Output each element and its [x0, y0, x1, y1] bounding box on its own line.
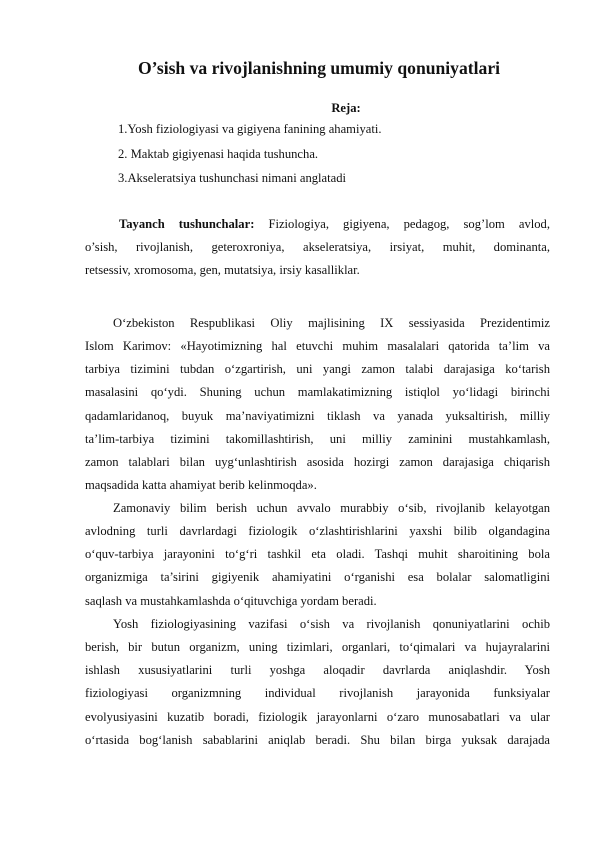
key-concepts-paragraph	[85, 213, 550, 282]
paragraph-line: tarbiya tizimini tubdan o‘zgartirish, uni yangi zamon talabi darajasiga ko‘tarish	[85, 362, 550, 377]
paragraph-line: masalasini qo‘ydi. Shuning uchun mamlakatimizning istiqlol yo‘lidagi birinchi	[85, 385, 550, 400]
key-concepts-label: Tayanch tushunchalar:	[119, 217, 255, 231]
paragraph-line: organizmiga ta’sirini gigiyenik ahamiyatini o‘rganishi esa bolalar salomatligini	[85, 570, 550, 585]
plan-item: 2. Maktab gigiyenasi haqida tushuncha.	[118, 147, 319, 161]
paragraph-line: Islom Karimov: «Hayotimizning hal etuvchi muhim masalalari qatorida ta’lim va	[85, 339, 550, 354]
paragraph-line: avlodning turli davrlardagi fiziologik o‘zlashtirishlarini yaxshi bilib olgandagina	[85, 524, 550, 539]
paragraph-line: qadamlaridanoq, buyuk ma’naviyatimizni tiklash va yanada yuksaltirish, milliy	[85, 408, 550, 423]
paragraph-3	[85, 613, 550, 752]
key-concepts-line	[85, 213, 550, 236]
paragraph-1	[85, 312, 550, 497]
paragraph-line: Yosh fiziologiyasining vazifasi o‘sish va rivojlanish qonuniyatlarini ochib	[113, 617, 550, 631]
key-concepts-line: o’sish, rivojlanish, geteroxroniya, akseleratsiya, irsiyat, muhit, dominanta,	[85, 240, 550, 255]
paragraph-line: berish, bir butun organizm, uning tizimlari, organlari, to‘qimalari va hujayralarini	[85, 640, 550, 655]
plan-heading: Reja:	[331, 101, 361, 115]
document-title: O’sish va rivojlanishning umumiy qonuniyatlari	[137, 58, 501, 78]
paragraph-line: fiziologiyasi organizmning individual rivojlanish jarayonida funksiyalar	[85, 686, 550, 701]
paragraph-line: o‘quv-tarbiya jarayonini to‘g‘ri tashkil eta oladi. Tashqi muhit sharoitining bola	[85, 547, 550, 562]
paragraph-2	[85, 497, 550, 613]
plan-item: 3.Akseleratsiya tushunchasi nimani anglatadi	[118, 171, 347, 185]
paragraph-line: Zamonaviy bilim berish uchun avvalo murabbiy o‘sib, rivojlanib kelayotgan	[113, 501, 550, 515]
plan-item: 1.Yosh fiziologiyasi va gigiyena fanining ahamiyati.	[118, 122, 382, 136]
paragraph-line: o‘rtasida bog‘lanish sabablarini aniqlab beradi. Shu bilan birga yuksak darajada	[85, 732, 550, 747]
paragraph-line: evolyusiyasini kuzatib boradi, fiziologik jarayonlarni o‘zaro munosabatlari va ular	[85, 709, 550, 724]
paragraph-line: saqlash va mustahkamlashda o‘qituvchiga yordam beradi.	[85, 593, 377, 608]
paragraph-line: ishlash xususiyatlarini turli yoshga aloqadir davrlarda aniqlashdir. Yosh	[85, 663, 550, 678]
paragraph-line: ta’lim-tarbiya tizimini takomillashtirish, uni milliy zaminini mustahkamlash,	[85, 431, 550, 446]
key-concepts-text: Fiziologiya, gigiyena, pedagog, sog’lom avlod,	[254, 217, 550, 231]
paragraph-line: O‘zbekiston Respublikasi Oliy majlisining IX sessiyasida Prezidentimiz	[113, 316, 550, 330]
paragraph-line: zamon talablari bilan uyg‘unlashtirish asosida hozirgi zamon darajasiga chiqarish	[85, 454, 550, 469]
paragraph-line: maqsadida katta ahamiyat berib kelinmoqda».	[85, 477, 317, 492]
key-concepts-line: retsessiv, xromosoma, gen, mutatsiya, irsiy kasalliklar.	[85, 263, 360, 278]
